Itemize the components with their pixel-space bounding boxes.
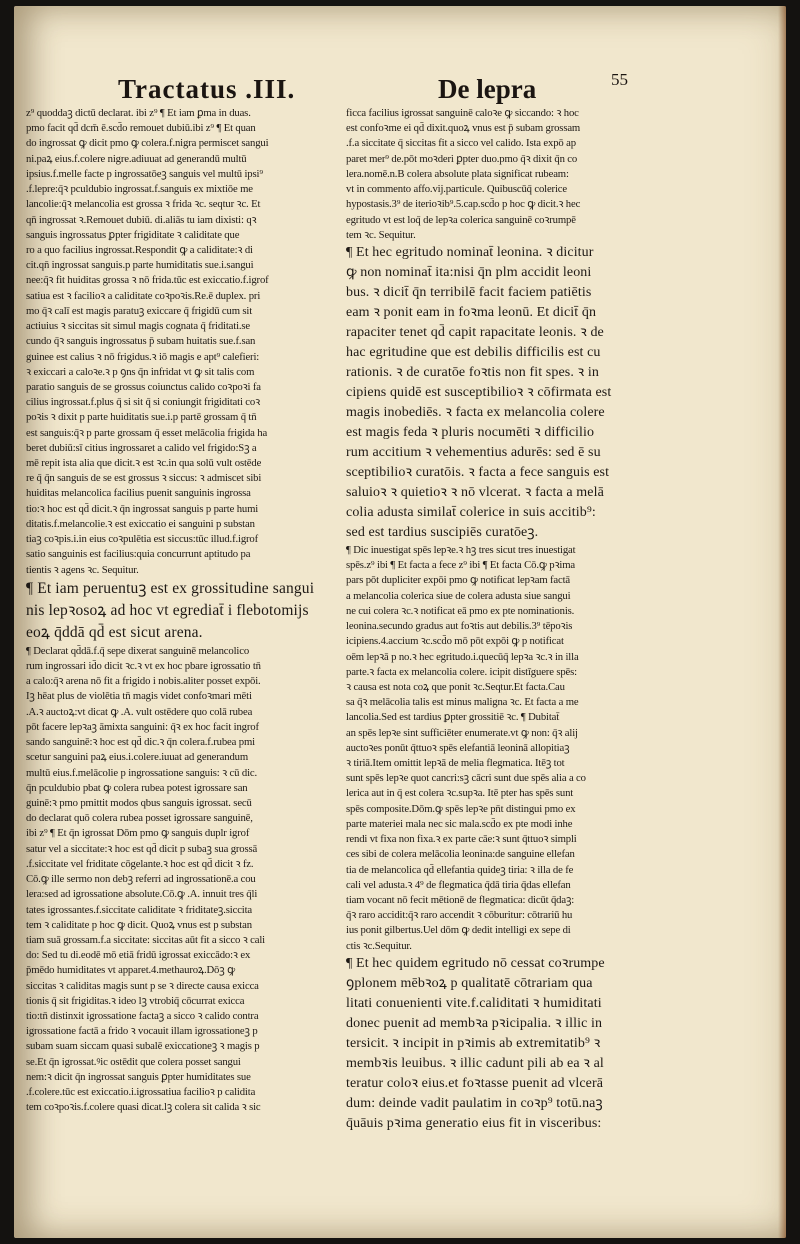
text-line: satiua est ꝛ facilioꝛ a caliditate coꝛpoꝛis.Re.ē duplex. pri	[26, 289, 261, 302]
text-line: auctoꝛes ponūt q̄ttuoꝛ spēs elefantiā leoninā allopitiaꝫ	[346, 741, 570, 754]
text-line: nee:q̄ꝛ fit huiditas grossa ꝛ nō frida.tūc est exiccatio.f.igrof	[26, 274, 269, 287]
text-line: cipiens quidē est susceptibilioꝛ ꝛ cōfirmata est	[346, 384, 612, 400]
text-line: .f.a siccitate q̄ siccitas fit a sicco vel calido. Ista expō ap	[346, 137, 576, 150]
text-line: guinee est calius ꝛ nō frigidus.ꝛ iō magis e apt⁹ calefieri:	[26, 350, 260, 363]
text-line: ꝙ non nominat̄ ita:nisi q̄n plm accidit leoni	[346, 264, 592, 280]
text-line: cali vel adusta.ꝛ 4⁹ de flegmatica q̄dā tiria q̄das ellefan	[346, 878, 571, 891]
text-line: z⁹ quoddaꝫ dictū declarat. ibi z⁹ ¶ Et iam ꝑma in duas.	[26, 107, 251, 119]
text-line: lera:sed ad igrossatione absolute.Cō.ꝙ .A. innuit tres q̄li	[26, 888, 258, 901]
text-line: tates igrossantes.f.siccitate caliditate ꝛ friditateꝫ.siccita	[26, 903, 253, 916]
text-line: ctis ꝛc.Sequitur.	[346, 939, 412, 952]
text-line: scetur sanguini paꝝ eius.i.colere.iuuat ad generandum	[26, 751, 248, 764]
text-line: ditatis.f.melancolie.ꝛ est exiccatio ei sanguini p substan	[26, 517, 255, 530]
chapter-title: De lepra	[438, 74, 537, 104]
text-line: leonina.secundo gradus aut foꝛtis aut debilis.3⁹ tēpoꝛis	[346, 620, 573, 633]
text-line: teratur coloꝛ eius.et foꝛtasse puenit ad vlcerā	[346, 1075, 604, 1091]
text-line: tio:tn̄ distinxit igrossatione factaꝫ a sicco ꝛ calido contra	[26, 1010, 259, 1023]
text-line: membꝛis leuibus. ꝛ illic cadunt pili ab ea ꝛ al	[346, 1055, 604, 1071]
text-line: sando sanguinē:ꝛ hoc est qd̄ dic.ꝛ q̄n colera.f.rubea pmi	[26, 736, 255, 749]
text-line: siccitas ꝛ caliditas magis sunt p se ꝛ directe causa exicca	[26, 979, 259, 992]
text-line: multū eius.f.melācolie p ingrossatione sanguis: ꝛ cū dic.	[26, 766, 257, 779]
text-line: ro a quo facilius ingrossat.Respondit ꝙ a caliditate:ꝛ di	[26, 243, 253, 256]
text-line: rendi vt fixa non fixa.ꝛ ex parte cāe:ꝛ sunt q̄ttuoꝛ simpli	[346, 833, 577, 846]
text-line: q̄n pculdubio pbat ꝙ colera rubea potest igrossare san	[26, 781, 248, 794]
text-line: oēm lepꝛā p no.ꝛ hec egritudo.i.quecūq̄ lepꝛa ꝛc.ꝛ in illa	[346, 650, 579, 663]
text-line: ibi z⁹ ¶ Et q̄n igrossat Dōm pmo ꝙ sanguis duplr igrof	[26, 827, 250, 840]
text-line: Iꝫ hēat plus de violētia tn̄ magis videt confoꝛmari mēti	[26, 690, 252, 703]
text-line: a calo:q̄ꝛ arena nō fit a frigido i nobis.aliter posset expōi.	[26, 675, 261, 688]
text-line: p̄mēdo humiditates vt apparet.4.methauroꝝ.Dōꝫ ꝙ	[26, 964, 235, 977]
text-line: ipsius.f.melle facte p ingrossatōeꝫ sanguis vel multū ipsi⁹	[26, 167, 263, 180]
text-line: do ingrossat ꝙ dicit pmo ꝙ colera.f.nigra permiscet sangui	[26, 137, 269, 150]
text-line: qn̄ ingrossat ꝛ.Remouet dubiū. di.aliās tu iam dixisti: qꝛ	[26, 213, 257, 226]
book-page	[14, 6, 786, 1238]
right-column	[346, 106, 668, 1134]
text-line: sceptibilioꝛ curatōis. ꝛ facta a fece sanguis est	[346, 464, 610, 480]
text-line: vt in commento affo.vij.particule. Quibuscūq̄ colerice	[346, 183, 567, 196]
text-line: rum accitium ꝛ vehementius adurēs: sed ē su	[346, 444, 601, 460]
text-line: ces sibi de colera melācolia leonina:de sanguine ellefan	[346, 848, 575, 861]
text-line: mo q̄ꝛ calī est magis paratuꝫ exiccare q̄ frigidū cum sit	[26, 304, 253, 317]
text-line: ¶ Declarat qd̄dā.f.q̄ sepe dixerat sanguinē melancolico	[26, 644, 250, 657]
text-line: hac egritudine que est debilis difficilis est cu	[346, 344, 601, 360]
text-line: do declarat quō colera rubea posset igrossare sanguinē,	[26, 812, 253, 825]
text-line: donec puenit ad membꝛa pꝛicipalia. ꝛ illic in	[346, 1015, 603, 1031]
text-line: tersicit. ꝛ incipit in pꝛimis ab extremitatib⁹ ꝛ	[346, 1035, 601, 1051]
folio-number: 55	[611, 70, 628, 89]
text-line: .f.siccitate vel friditate cōgelante.ꝛ hoc est qd̄ dicit ꝛ fz.	[26, 857, 254, 870]
text-line: ꝛ exiccari a caloꝛe.ꝛ p ꝯns q̄n infridat vt ꝙ sit talis com	[26, 365, 255, 378]
text-line: actiuius ꝛ siccitas sit simul magis cognata q̄ friditati.se	[26, 320, 251, 333]
text-line: spēs.z⁹ ibi ¶ Et facta a fece z⁹ ibi ¶ Et facta Cō.ꝙ pꝛima	[346, 559, 575, 572]
text-line: bus. ꝛ dicit̄ q̄n terribilē facit faciem patiētis	[346, 284, 592, 300]
text-line: ¶ Dic inuestigat spēs lepꝛe.ꝛ hꝫ tres sicut tres inuestigat	[346, 543, 576, 556]
text-line: ius ponit gilbertus.Uel dōm ꝙ dedit intelligi ex sepe di	[346, 924, 571, 937]
text-line: icipiens.4.accium ꝛc.scd̄o mō pōt expōi ꝙ p notificat	[346, 635, 564, 648]
text-line: beret dubiū:sī citius ingrossaret a calido vel frigido:Sꝫ a	[26, 441, 257, 454]
text-line: ¶ Et hec quidem egritudo nō cessat coꝛrumpe	[346, 955, 605, 971]
text-line: parte materiei mala nec sic mala.scd̄o ex pte modi inhe	[346, 817, 573, 830]
text-line: mē repit ista alia que dicit.ꝛ est ꝛc.in qua solū vult ostēde	[26, 457, 262, 470]
text-line: colia adusta similat̄ colerice in suis accitib⁹:	[346, 504, 596, 520]
text-line: pmo facit qd̄ dcm̄ ē.scd̄o remouet dubiū.ibi z⁹ ¶ Et quan	[26, 122, 256, 135]
text-line: poꝛis ꝛ dixit p parte huiditatis sue.i.p partē grossam q̄ tn̄	[26, 411, 257, 424]
text-line: tiam vocant nō fecit mētionē de flegmatica: dicūt q̄daꝫ:	[346, 894, 575, 906]
text-line: tio:ꝛ hoc est qd̄ dicit.ꝛ q̄n ingrossat sanguis p parte humi	[26, 502, 259, 515]
text-line: tia de melancolica qd̄ ellefantia quideꝫ tiria: ꝛ illa de fe	[346, 863, 574, 876]
text-line: nem:ꝛ dicit q̄n ingrossat sanguis ꝑpter humiditates sue	[26, 1070, 251, 1083]
text-line: Cō.ꝙ ille sermo non debꝫ referri ad ingrossationē.a cou	[26, 873, 256, 886]
text-line: tem coꝛpoꝛis.f.colere quasi dicat.lꝫ colera sit calida ꝛ sic	[26, 1101, 261, 1114]
text-line: rum ingrossari id̄o dicit ꝛc.ꝛ vt ex hoc pbare igrossatio tn̄	[26, 660, 261, 672]
running-title: Tractatus .III.	[118, 74, 296, 104]
text-line: an spēs lepꝛe sint sufficiēter enumerate.vt ꝙ non: q̄ꝛ alij	[346, 726, 578, 739]
text-line: egritudo vt est loq̄ de lepꝛa colerica sanguinē coꝛrumpē	[346, 213, 576, 226]
text-line: lancolia.Sed est tardius ꝑpter grossitiē ꝛc. ¶ Dubitat̄	[346, 711, 560, 724]
text-line: eoꝝ q̄ddā qd̄ est sicut arena.	[26, 623, 203, 641]
text-line: saluioꝛ ꝛ quietioꝛ ꝛ nō vlcerat. ꝛ facta a melā	[346, 484, 604, 500]
text-line: q̄uāuis pꝛima generatio eius fit in visceribus:	[346, 1115, 602, 1131]
text-line: tionis q̄ sit frigiditas.ꝛ ideo lꝫ vtrobiq̄ cōcurrat exicca	[26, 994, 245, 1007]
text-line: satur vel a siccitate:ꝛ hoc est qd̄ dicit p subaꝫ sua grossā	[26, 842, 258, 855]
text-line: paratio sanguis de se grossus coiunctus calido coꝛpoꝛi fa	[26, 380, 261, 393]
text-line: a melancolia colerica siue de colera adusta siue sangui	[346, 589, 571, 602]
text-line: nis lepꝛosoꝝ ad hoc vt egrediat̄ i flebotomijs	[26, 601, 309, 619]
text-line: ficca facilius igrossat sanguinē caloꝛe ꝙ siccando: ꝛ hoc	[346, 107, 579, 119]
text-line: se.Et q̄n igrossat.ꝰic ostēdit que colera posset sangui	[26, 1055, 241, 1068]
text-line: tem ꝛ caliditate p hoc ꝙ dicit. Quoꝝ vnus est p substan	[26, 918, 252, 931]
text-line: .f.lepre:q̄ꝛ pculdubio ingrossat.f.sanguis ex mixtiōe me	[26, 183, 253, 196]
text-line: cit.qn̄ ingrossat sanguis.p parte humiditatis sue.i.sangui	[26, 259, 254, 272]
text-line: ne cui colera ꝛc.ꝛ notificat eā pmo ex pte nominationis.	[346, 604, 575, 617]
text-line: sanguis ingrossatus ꝑpter frigiditate ꝛ caliditate que	[26, 228, 240, 241]
text-line: q̄ꝛ raro accidit:q̄ꝛ raro accendit ꝛ cōburitur: cōtrariū hu	[346, 909, 573, 922]
running-header	[14, 68, 786, 108]
text-line: magis inobediēs. ꝛ facta ex melancolia colere	[346, 404, 605, 420]
text-line: subam suam siccam quasi subalē exiccationeꝫ ꝛ magis p	[26, 1040, 260, 1053]
text-line: ni.paꝝ eius.f.colere nigre.adiuuat ad generandū multū	[26, 152, 247, 165]
text-line: tientis ꝛ agens ꝛc. Sequitur.	[26, 563, 139, 576]
text-line: lera.nomē.n.B colera absolute plata significat rubeam:	[346, 167, 569, 180]
text-line: rapaciter tenet qd̄ capit rapacitate leonis. ꝛ de	[346, 324, 604, 340]
text-line: est confoꝛme ei qd̄ dixit.quoꝝ vnus est p̄ subam grossam	[346, 122, 581, 135]
text-line: guinē:ꝛ pmo pmittit modos qbus sanguis igrossat. secū	[26, 796, 252, 809]
text-line: spēs composite.Dōm.ꝙ spēs lepꝛe pn̄t distingui pmo ex	[346, 802, 576, 815]
text-line: dum: deinde vadit paulatim in coꝛp⁹ totū.naꝫ	[346, 1095, 603, 1111]
text-line: ¶ Et hec egritudo nominat̄ leonina. ꝛ dicitur	[346, 244, 594, 260]
text-line: sunt spēs lepꝛe quot cancri:sꝫ cācri sunt due spēs alia a co	[346, 772, 586, 785]
text-line: lancolie:q̄ꝛ melancolia est grossa ꝛ frida ꝛc. seqtur ꝛc. Et	[26, 198, 261, 211]
text-line: est magis feda ꝛ pluris nocumēti ꝛ difficilio	[346, 424, 595, 440]
text-line: igrossatione factā a frido ꝛ vocauit illam igrossationeꝫ p	[26, 1025, 258, 1038]
text-line: rationis. ꝛ de curatōe foꝛtis non fit spes. ꝛ in	[346, 364, 599, 380]
text-line: satio sanguinis est facilius:quia concurrunt aptitudo pa	[26, 548, 251, 561]
text-line: hypostasis.3⁹ de iterioꝛib⁹.5.cap.scd̄o p hoc ꝙ dicit.ꝛ hec	[346, 198, 581, 211]
text-line: ꝛ causa est nota coꝝ que ponit ꝛc.Seqtur.Et facta.Cau	[346, 680, 565, 693]
text-line: tiaꝫ coꝛpis.i.in eius coꝛpulētia est siccus:tūc illud.f.igrof	[26, 533, 259, 546]
text-line: lerica aut in q̄ est colera ꝛc.supꝛa. Itē pter has spēs sunt	[346, 787, 574, 800]
text-line: parte.ꝛ facta ex melancolia colere. icipit distīguere spēs:	[346, 665, 577, 678]
text-line: .A.ꝛ auctoꝝ:vt dicat ꝙ .A. vult ostēdere quo colā rubea	[26, 705, 253, 718]
text-line: cundo q̄ꝛ sanguis ingrossatus p̄ subam huitatis sue.f.san	[26, 335, 256, 348]
left-column	[26, 106, 338, 1116]
text-line: cilius ingrossat.f.plus q̄ si sit q̄ si coniungit frigiditati coꝛ	[26, 396, 260, 409]
text-line: eam ꝛ ponit eam in foꝛma leonū. Et dicit̄ q̄n	[346, 304, 597, 320]
text-line: sa q̄ꝛ melācolia talis est minus maligna ꝛc. Et facta a me	[346, 696, 579, 709]
text-line: paret mer⁹ de.pōt moꝛderi ꝑpter duo.pmo q̄ꝛ dixit q̄n co	[346, 152, 578, 165]
text-line: pōt facere lepꝛaꝫ āmixta sanguini: q̄ꝛ ex hoc facit ingrof	[26, 720, 259, 733]
text-line: sed est tardius suscipiēs curatōeꝫ.	[346, 524, 539, 540]
text-line: pars pōt dupliciter expōi pmo ꝙ notificat lepꝛam factā	[346, 574, 571, 587]
text-line: ꝛ tiriā.Item omittit lepꝛā de melia flegmatica. Itēꝫ tot	[346, 757, 565, 770]
text-line: ꝯplonem mēbꝛoꝝ p qualitatē cōtrariam qua	[346, 975, 593, 991]
text-line: ¶ Et iam peruentuꝫ est ex grossitudine sangui	[26, 579, 315, 597]
text-line: tiam suā grossam.f.a siccitate: siccitas aūt fit a sicco ꝛ cali	[26, 933, 265, 946]
text-line: est sanguis:q̄ꝛ p parte grossam q̄ esset melācolia frigida ha	[26, 426, 268, 439]
text-line: litati conuenienti vite.f.caliditati ꝛ humiditati	[346, 995, 602, 1011]
text-line: do: Sed tu di.eodē mō etiā fridū igrossat exiccādo:ꝛ ex	[26, 949, 251, 962]
text-line: tem ꝛc. Sequitur.	[346, 228, 416, 241]
text-line: re q̄ q̄n sanguis de se est grossus ꝛ siccus: ꝛ admiscet sibi	[26, 472, 262, 485]
text-line: .f.colere.tūc est exiccatio.i.igrossatiua facilioꝛ p calidita	[26, 1086, 256, 1099]
text-line: huiditas melancolica facilius puenit sanguinis ingrossa	[26, 487, 251, 500]
